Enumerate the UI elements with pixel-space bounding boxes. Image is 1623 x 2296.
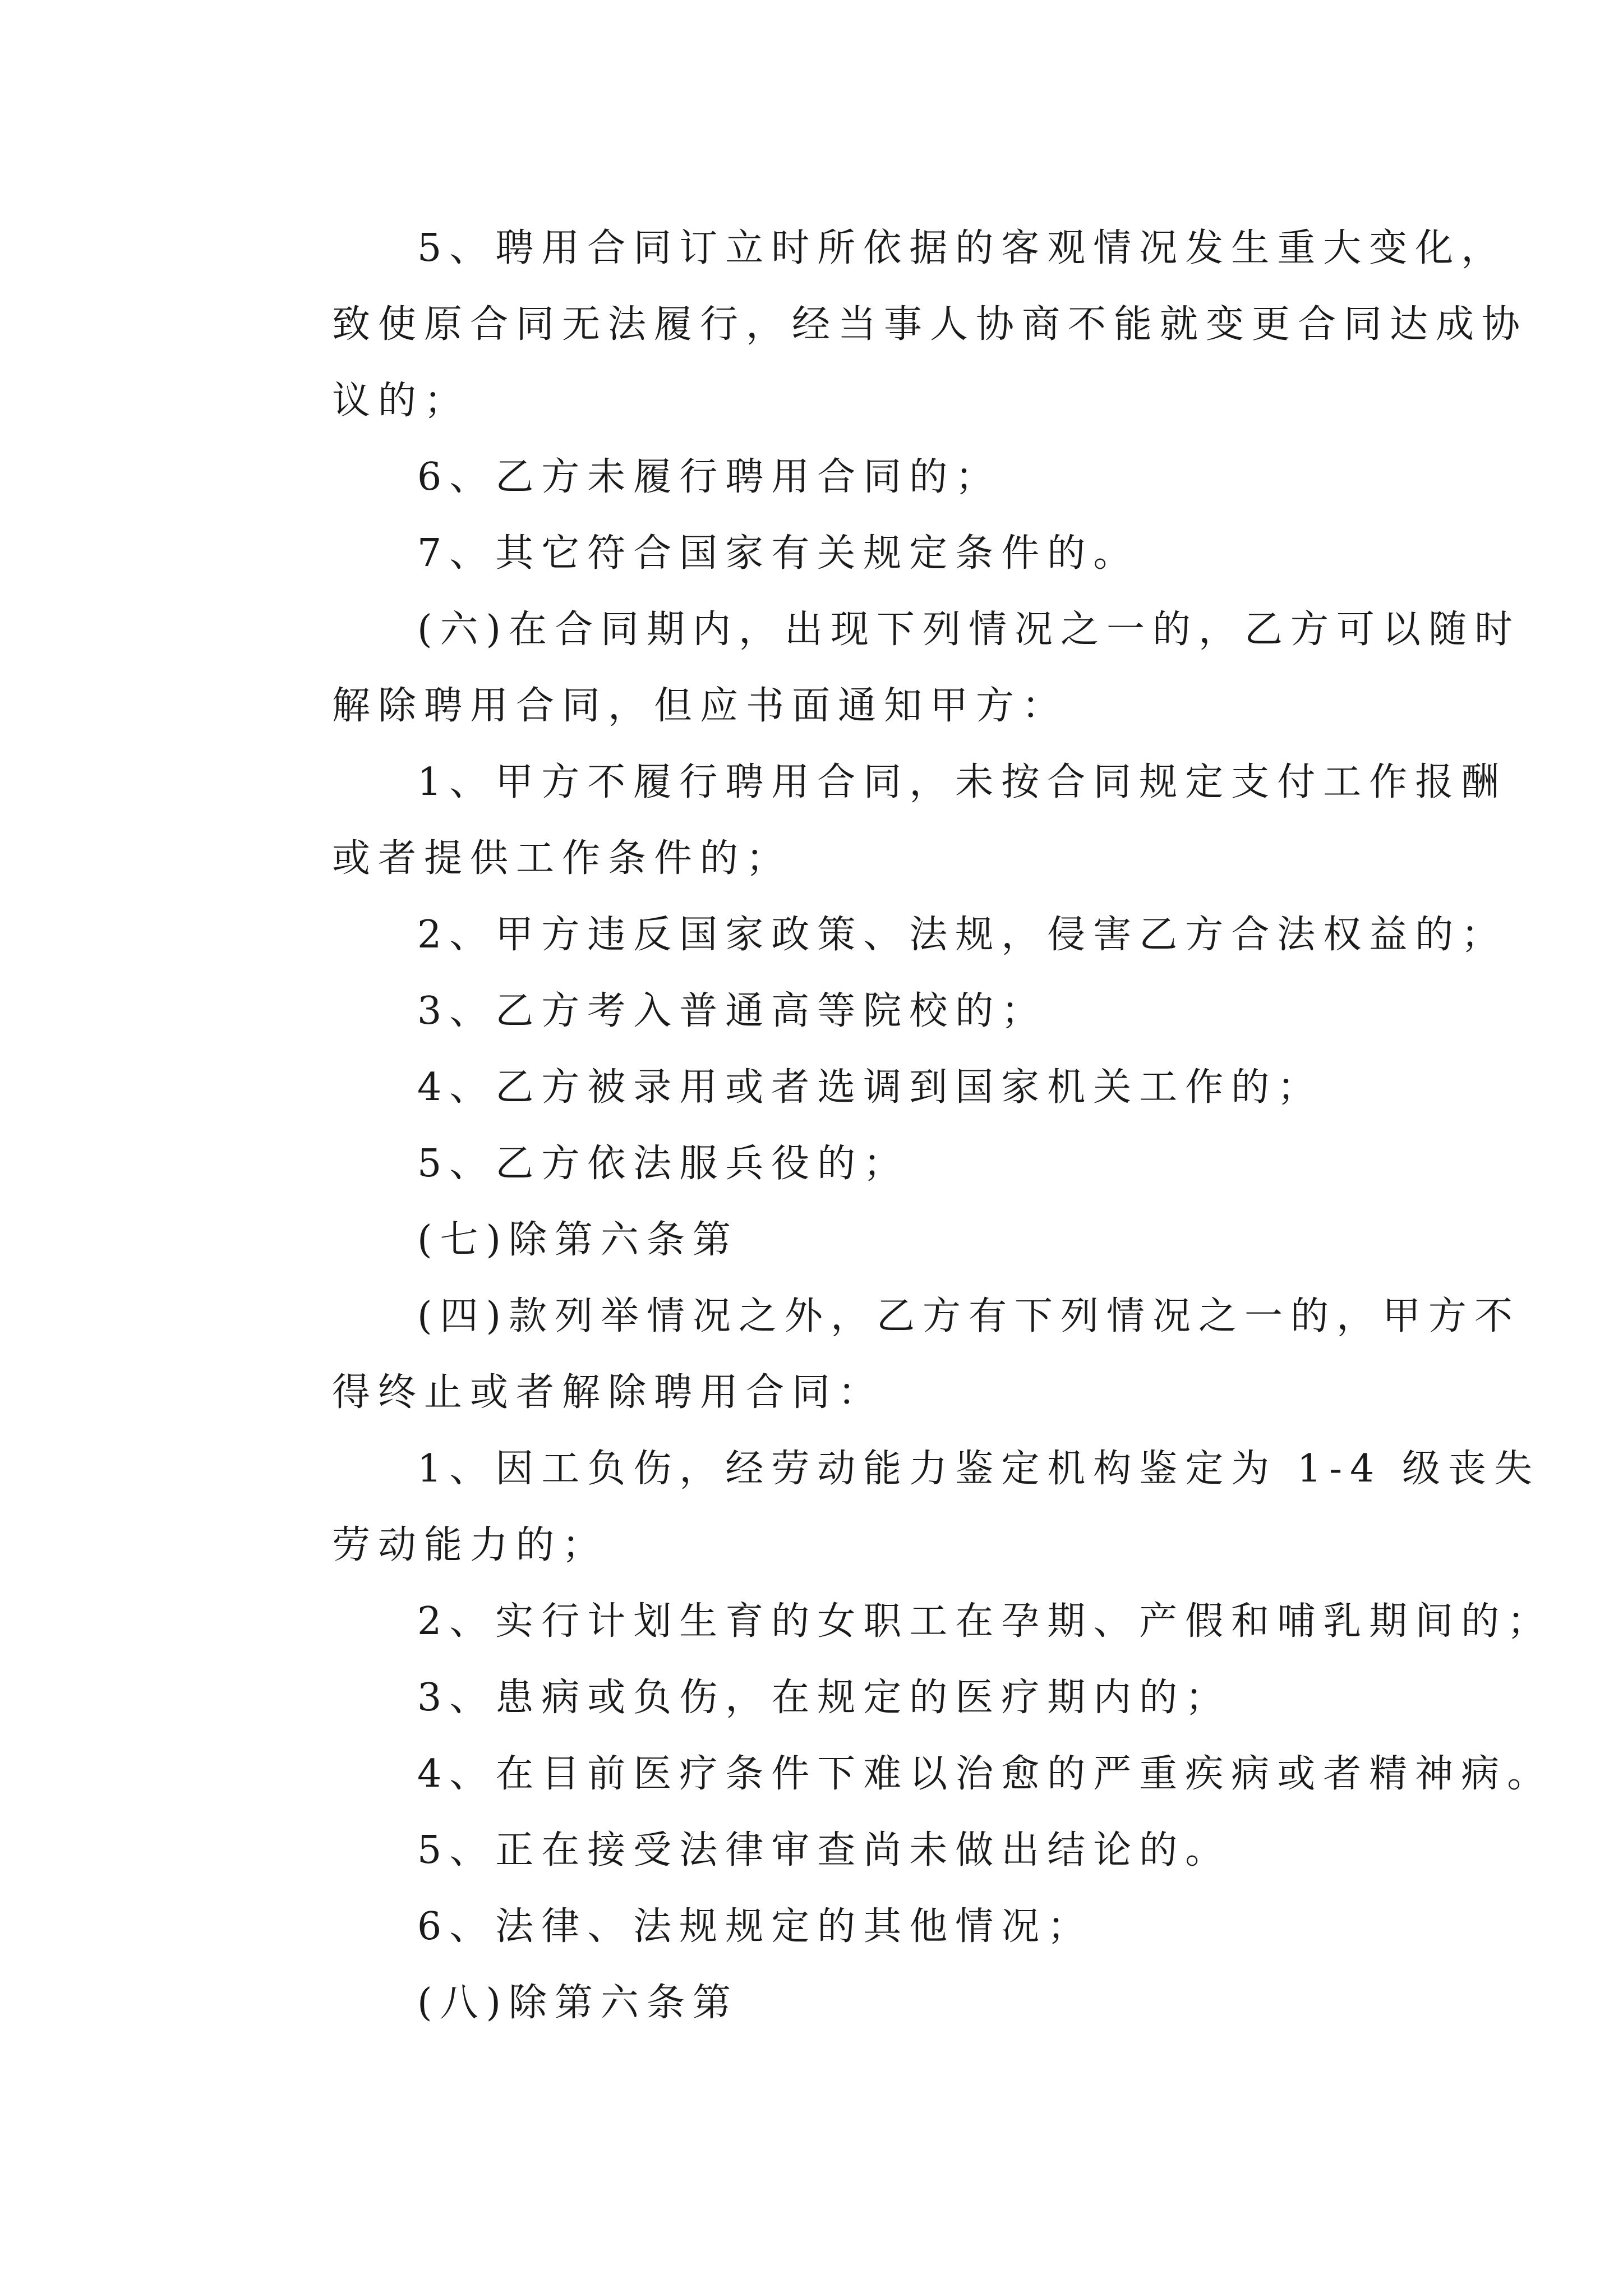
paragraph <box>247 516 1385 592</box>
text-line: 4、乙方被录用或者选调到国家机关工作的； <box>417 1065 1324 1110</box>
text-line: 3、患病或负伤，在规定的医疗期内的； <box>417 1676 1232 1720</box>
text-line: 5、正在接受法律审查尚未做出结论的。 <box>417 1828 1232 1872</box>
paragraph <box>247 1278 1521 1431</box>
text-line: (八)除第六条第 <box>417 1981 739 2025</box>
text-line: 劳动能力的； <box>332 1523 608 1567</box>
paragraph <box>247 897 1507 973</box>
text-line: 7、其它符合国家有关规定条件的。 <box>417 531 1140 576</box>
paragraph <box>247 1812 1385 1889</box>
paragraph <box>247 1889 1385 1965</box>
text-line: 4、在目前医疗条件下难以治愈的严重疾病或者精神病。 <box>417 1752 1553 1796</box>
text-line: 2、甲方违反国家政策、法规，侵害乙方合法权益的； <box>417 913 1507 957</box>
paragraph <box>247 439 1385 516</box>
text-line: (六)在合同期内，出现下列情况之一的，乙方可以随时 <box>417 608 1521 652</box>
text-line: 6、乙方未履行聘用合同的； <box>417 455 1002 499</box>
paragraph <box>247 1050 1385 1126</box>
text-line: (七)除第六条第 <box>417 1218 739 1262</box>
paragraph <box>247 1965 1385 2041</box>
paragraph <box>247 210 1528 439</box>
paragraph <box>247 1126 1385 1202</box>
text-line: 议的； <box>332 379 471 423</box>
text-line: 解除聘用合同，但应书面通知甲方： <box>332 684 1068 728</box>
text-line: 6、法律、法规规定的其他情况； <box>417 1904 1094 1949</box>
text-line: 或者提供工作条件的； <box>332 836 792 881</box>
text-line: 5、乙方依法服兵役的； <box>417 1142 910 1186</box>
paragraph <box>247 1584 1553 1660</box>
paragraph <box>247 973 1385 1050</box>
paragraph <box>247 592 1521 744</box>
text-line: 得终止或者解除聘用合同： <box>332 1370 884 1415</box>
text-line: 2、实行计划生育的女职工在孕期、产假和哺乳期间的； <box>417 1599 1553 1644</box>
paragraph <box>247 744 1507 897</box>
text-line: 5、聘用合同订立时所依据的客观情况发生重大变化， <box>417 226 1507 270</box>
paragraph <box>247 1736 1553 1812</box>
document-body <box>247 210 1553 2041</box>
paragraph <box>247 1660 1385 1736</box>
text-line: (四)款列举情况之外，乙方有下列情况之一的，甲方不 <box>417 1294 1521 1338</box>
text-line: 1、因工负伤，经劳动能力鉴定机构鉴定为 1-4 级丧失 <box>417 1447 1540 1491</box>
text-line: 1、甲方不履行聘用合同，未按合同规定支付工作报酬 <box>417 760 1507 804</box>
text-line: 3、乙方考入普通高等院校的； <box>417 989 1048 1033</box>
paragraph <box>247 1202 1385 1278</box>
text-line: 致使原合同无法履行，经当事人协商不能就变更合同达成协 <box>332 302 1528 347</box>
paragraph <box>247 1431 1540 1584</box>
